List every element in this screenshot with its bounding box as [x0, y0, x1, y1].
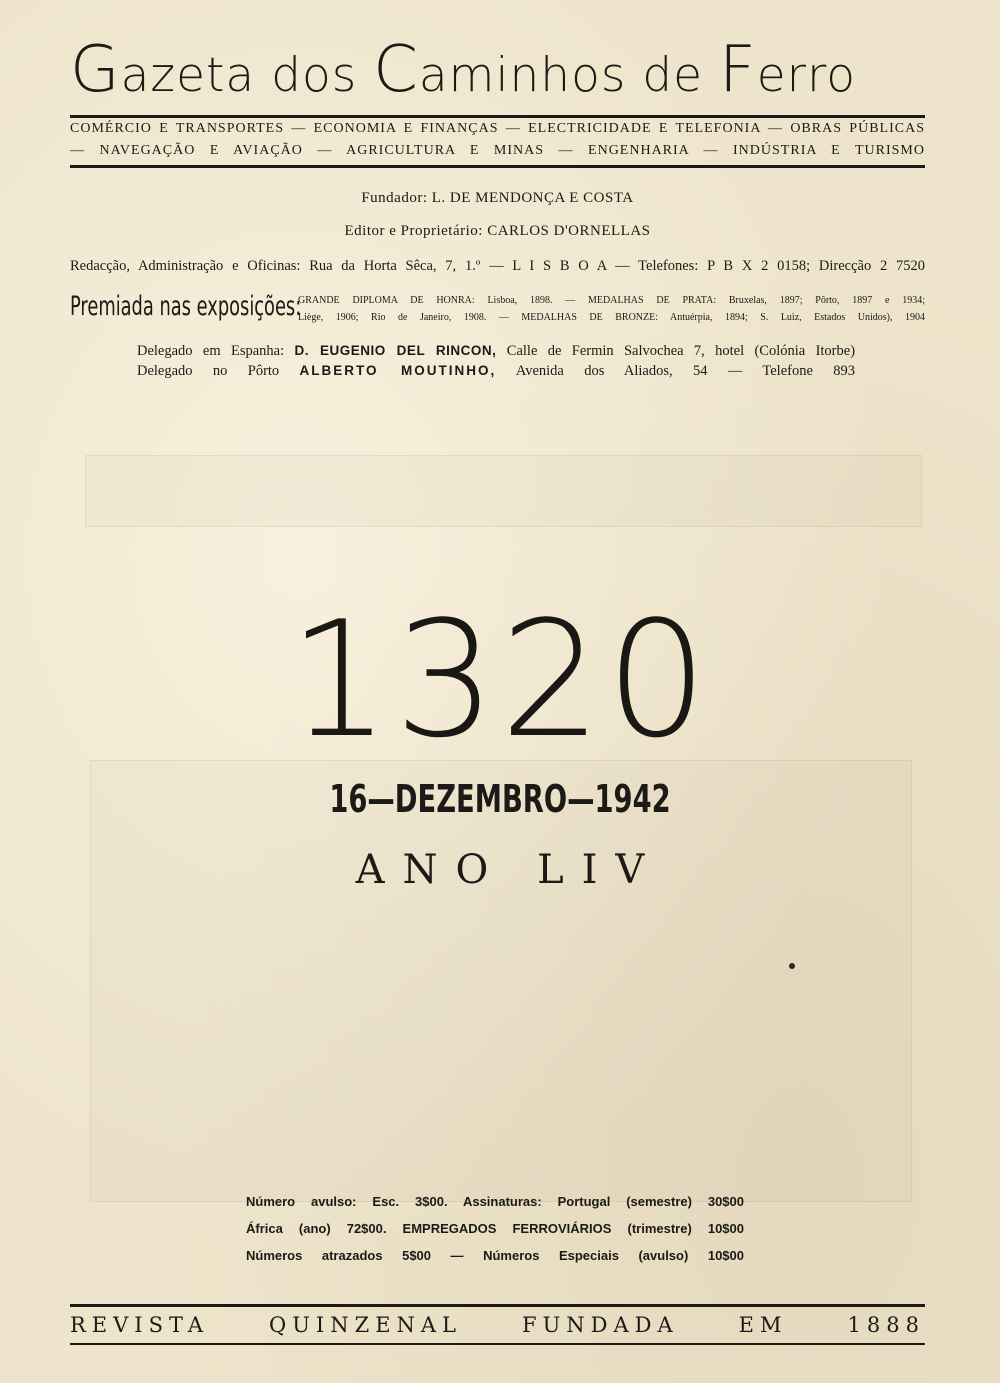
footer-word: FUNDADA	[522, 1313, 679, 1337]
masthead-title	[70, 30, 930, 110]
delegate-porto-prefix: Delegado no Pôrto	[137, 363, 280, 379]
awards-line-1: GRANDE DIPLOMA DE HONRA: Lisboa, 1898. — MEDALHAS DE PRATA: Bruxelas, 1897; Pôrto, 1897 e 1934;	[298, 295, 925, 306]
price-line-1: Número avulso: Esc. 3$00. Assinaturas: Portugal (semestre) 30$00	[246, 1194, 744, 1209]
delegate-spain-name: D. EUGENIO DEL RINCON,	[294, 343, 497, 358]
footer-word: EM	[738, 1313, 788, 1337]
delegate-porto	[137, 363, 855, 380]
delegate-spain-address: Calle de Fermin Salvochea 7, hotel (Colónia Itorbe)	[506, 343, 856, 359]
topics-rule	[70, 165, 925, 168]
founder-line: Fundador: L. DE MENDONÇA E COSTA	[361, 190, 634, 206]
masthead-rule	[70, 115, 925, 118]
issue-number: 1320	[288, 586, 712, 773]
awards-line-2: Liège, 1906; Rio de Janeiro, 1908. — MEDALHAS DE BRONZE: Antuérpia, 1894; S. Luiz, Estados Unidos), 1904	[298, 312, 925, 323]
editor-line: Editor e Proprietário: CARLOS D'ORNELLAS	[344, 223, 651, 239]
topics-line-2: — NAVEGAÇÃO E AVIAÇÃO — AGRICULTURA E MINAS — ENGENHARIA — INDÚSTRIA E TURISMO	[70, 143, 925, 158]
delegate-porto-name: ALBERTO MOUTINHO,	[299, 363, 497, 378]
footer-rule-bottom	[70, 1343, 925, 1345]
masthead-part: Gazeta dos	[70, 33, 374, 107]
delegate-spain	[137, 343, 855, 360]
price-line-2: África (ano) 72$00. EMPREGADOS FERROVIÁRIOS (trimestre) 10$00	[246, 1221, 744, 1236]
delegate-porto-address: Avenida dos Aliados, 54 — Telefone 893	[515, 363, 856, 379]
ink-speck	[789, 963, 795, 969]
topics-line-1: COMÉRCIO E TRANSPORTES — ECONOMIA E FINANÇAS — ELECTRICIDADE E TELEFONIA — OBRAS PÚBLICAS	[70, 121, 925, 136]
footer-word: 1888	[847, 1313, 925, 1337]
masthead-part: Ferro	[718, 33, 857, 107]
issue-date	[0, 776, 1000, 822]
awards-label: Premiada nas exposições:	[70, 291, 302, 322]
bleed-through-block	[90, 760, 912, 1202]
footer-rule-top	[70, 1304, 925, 1307]
issue-year: ANO LIV	[355, 847, 663, 893]
footer-word: QUINZENAL	[269, 1313, 463, 1337]
awards-list	[298, 292, 925, 326]
delegate-spain-prefix: Delegado em Espanha:	[137, 343, 285, 359]
address-line: Redacção, Administração e Oficinas: Rua da Horta Sêca, 7, 1.º — L I S B O A — Telefones: P B X 2 0158; Direcção 2 7520	[70, 258, 925, 274]
footer-tagline	[70, 1311, 925, 1339]
footer-word: REVISTA	[70, 1313, 210, 1337]
issue-date-text: 16—DEZEMBRO—1942	[329, 777, 671, 821]
price-line-3: Números atrazados 5$00 — Números Especiais (avulso) 10$00	[246, 1248, 744, 1263]
masthead-part: Caminhos de	[373, 33, 719, 107]
bleed-through-band	[85, 455, 922, 527]
